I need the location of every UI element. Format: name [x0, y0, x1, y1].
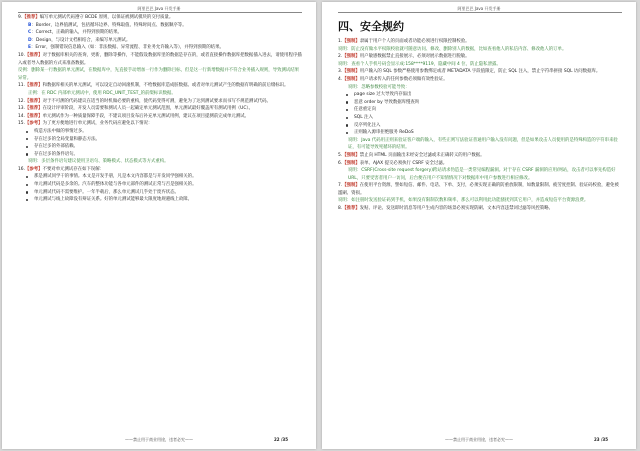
bullet-item: SQL 注入 [338, 114, 622, 122]
rule-item [338, 160, 622, 168]
rule-item [338, 68, 622, 76]
rule-note [18, 67, 302, 82]
note-text: 防止没有做水平权限校验就可随意访问、修改、删除别人的数据，比如查看他人的私信内容、修改他人的订单。 [351, 46, 567, 52]
rule-item [18, 14, 302, 22]
sub-item-text: ：Error，强制错误信息输入（如：非法数据、异常流程、非业务允许输入等），并得到预期的结果。 [31, 45, 224, 51]
rule-text: 对于不可测的代码建议在适当的时机做必要的重构，使代码变得可测，避免为了达到测试要求而书写不规范测试代码。 [42, 98, 271, 104]
note-text: Java 代码用正则来验证客户端的输入，有些正则写法验证普通用户输入没有问题，但是如果攻击人员使用的是特殊构造的字符串来验证，有可能导致死循环的结果。 [348, 137, 618, 151]
bullet-item: 构造方法中做的事情过多。 [18, 128, 302, 136]
rule-level-tag: 【推荐】 [24, 83, 43, 89]
bullet-item: 存在过多的外部依赖。 [18, 143, 302, 151]
right-page [322, 2, 636, 449]
note-label: 说明： [348, 168, 362, 174]
footer-text: ——禁止用于商业用途，违者必究—— [125, 437, 193, 442]
rule-level-tag: 【强制】 [342, 152, 360, 158]
rule-item [338, 53, 622, 61]
rule-item [18, 120, 302, 128]
note-text: 查看个人手机号码会显示成:158****9119，隐藏中间 4 位，防止隐私泄露。 [351, 61, 501, 67]
header-divider [18, 12, 302, 13]
note-text: 多层条件语句建议使用卫语句、策略模式、状态模式等方式重构。 [41, 159, 169, 165]
sub-item-text: ：Border，边界值测试，包括循环边界、特殊取值、特殊时间点、数据顺序等。 [31, 22, 187, 28]
rule-level-tag: 【推荐】 [342, 206, 360, 212]
rule-text: 发贴、评论、发送即时消息等用户生成内容的场景必须实现防刷、文本内容违禁词过滤等风控策略。 [359, 206, 553, 212]
rule-text: 不要对单元测试存在如下误解： [42, 166, 105, 172]
rule-note [338, 167, 622, 182]
bullet-item: 正则输入源串拒绝服务 ReDoS [338, 129, 622, 137]
rule-note [338, 61, 622, 69]
rule-item [338, 182, 622, 197]
left-page-content [18, 14, 302, 204]
rule-number: 6. [338, 160, 343, 166]
rule-text: 用户敏感数据禁止直接展示，必须对展示数据进行脱敏。 [359, 54, 470, 60]
rule-item [18, 82, 302, 90]
rule-text: 用户输入的 SQL 参数严格使用参数绑定或者 METADATA 字段值限定，防止 SQL 注入，禁止字符串拼接 SQL 访问数据库。 [359, 69, 601, 75]
rule-sub-item [18, 44, 302, 52]
rule-number: 7. [338, 183, 343, 189]
note-label: 说明： [348, 84, 362, 90]
rule-level-tag: 【强制】 [342, 183, 360, 189]
rule-text: 为了更方便地进行单元测试，业务代码应避免以下情况： [42, 121, 153, 127]
note-label: 正例： [28, 90, 42, 96]
rule-level-tag: 【推荐】 [24, 106, 43, 112]
rule-note [18, 90, 302, 98]
bullet-item: 单元测试代码是多余的。汽车的整体功能与各单元部件的测试正常与否是强相关的。 [18, 181, 302, 189]
section-title: 四、安全规约 [338, 20, 404, 33]
footer-text: ——禁止用于商业用途，违者必究—— [445, 437, 513, 442]
note-text: CSRF(Cross-site request forgery)跨站请求伪造是一类常见编程漏洞。对于存在 CSRF 漏洞的应用/网站，攻击者可以事先构造好 URL，只要受害者用户一访问，后台便在用户不知情情况下对数据库中用户参数进行相应修改。 [348, 168, 616, 181]
rule-item [18, 98, 302, 106]
bullet-item: 存在过多的条件语句。 [18, 151, 302, 159]
header-divider [338, 12, 622, 13]
rule-item [18, 52, 302, 67]
note-label: 说明： [338, 198, 352, 204]
sub-item-marker: E [28, 45, 31, 51]
note-label: 说明： [348, 137, 362, 143]
bullet-item: 反序列化注入 [338, 122, 622, 130]
rule-note [338, 197, 622, 205]
rule-level-tag: 【强制】 [342, 69, 360, 75]
bullet-item: page size 过大导致内存溢出 [338, 91, 622, 99]
rule-note [338, 46, 622, 54]
rule-item [338, 38, 622, 46]
rule-level-tag: 【强制】 [342, 39, 360, 44]
note-label: 说明： [338, 61, 352, 67]
page-header: 阿里巴巴 Java 开发手册 [137, 6, 181, 11]
note-label: 反例： [18, 68, 32, 74]
rule-item [18, 105, 302, 113]
bullet-item: 那是测试同学干的事情。本文是开发手册，凡是本文内容都是与开发同学强相关的。 [18, 173, 302, 181]
rule-number: 10. [18, 52, 25, 58]
rule-text: 禁止向 HTML 页面输出未经安全过滤或未正确转义的用户数据。 [359, 152, 485, 158]
rule-item [338, 76, 622, 84]
rule-number: 8. [338, 206, 343, 212]
rule-number: 13. [18, 106, 25, 112]
sub-item-marker: B [28, 22, 32, 28]
sub-item-marker: C [28, 30, 32, 36]
rule-text: 隶属于用户个人的页面或者功能必须进行权限控制校验。 [359, 39, 470, 44]
rule-number: 11. [18, 83, 25, 89]
page-number: 22 /35 [274, 437, 288, 442]
note-text: 如注册时发送验证码到手机，如果没有限制次数和频率，那么可以利用此功能骚扰到其它用户，并造成短信平台资源浪费。 [351, 198, 589, 204]
rule-number: 15. [18, 121, 25, 127]
rule-text: 用户请求传入的任何参数必须做有效性验证。 [359, 76, 448, 82]
page-header: 阿里巴巴 Java 开发手册 [457, 6, 501, 11]
rule-number: 12. [18, 98, 25, 104]
rule-level-tag: 【强制】 [342, 160, 360, 166]
note-text: 忽略参数校验可能导致： [361, 84, 410, 90]
sub-item-marker: D [28, 37, 32, 43]
rule-item [338, 152, 622, 160]
left-page [2, 2, 316, 449]
rule-number: 9. [18, 15, 23, 20]
rule-text: 在使用平台资源，譬如短信、邮件、电话、下单、支付，必须实现正确的防重放限制，如数量限制、疲劳度控制、验证码校验，避免被滥刷、资损。 [338, 183, 619, 196]
rule-text: 编写单元测试代码遵守 BCDE 原则，以保证被测试模块的交付质量。 [39, 15, 174, 20]
rule-number: 3. [338, 69, 343, 75]
sub-item-text: ：Correct，正确的输入，并得到预期的结果。 [31, 30, 122, 36]
page-footer [2, 437, 316, 443]
rule-number: 5. [338, 152, 343, 158]
bullet-item: 单元测试与线上故障没有辩证关系。好的单元测试能够最大限度地规避线上故障。 [18, 196, 302, 204]
rule-sub-item [18, 29, 302, 37]
bullet-item: 单元测试代码不需要维护。一年半载后，那么单元测试几乎处于废弃状态。 [18, 189, 302, 197]
rule-level-tag: 【推荐】 [24, 52, 43, 58]
note-text: 删除某一行数据的单元测试，在数据库中，先直接手动增加一行作为删除目标，但是这一行新增数据并不符合业务插入规则，导致测试结果异常。 [18, 68, 300, 81]
bullet-item: 存在过多的全局变量和静态方法。 [18, 136, 302, 144]
bullet-item: 任意重定向 [338, 106, 622, 114]
rule-level-tag: 【参考】 [24, 166, 43, 172]
page-footer [322, 437, 636, 443]
rule-number: 4. [338, 76, 343, 82]
rule-text: 对于数据库相关的查询，更新，删除等操作，不能假设数据库里的数据是存在的，或者直接操作数据库把数据插入进去，请使用程序插入或者导入数据的方式来准备数据。 [18, 52, 302, 66]
rule-note [338, 137, 622, 152]
rule-text: 和数据库相关的单元测试，可以设定自动回滚机制，不给数据库造成脏数据。或者对单元测试产生的数据有明确的前后缀标识。 [42, 83, 289, 89]
rule-item [18, 166, 302, 174]
rule-note [338, 84, 622, 92]
rule-level-tag: 【强制】 [342, 76, 360, 82]
rule-level-tag: 【强制】 [342, 54, 360, 60]
note-label: 说明： [338, 46, 352, 52]
rule-sub-item [18, 22, 302, 30]
rule-number: 14. [18, 113, 25, 119]
right-rules [338, 38, 622, 213]
rule-level-tag: 【参考】 [24, 121, 43, 127]
note-label: 说明： [28, 159, 42, 165]
rule-level-tag: 【推荐】 [24, 98, 43, 104]
rule-item [338, 205, 622, 213]
rule-level-tag: 【推荐】 [22, 15, 40, 20]
rule-number: 16. [18, 166, 25, 172]
sub-item-text: ：Design，与设计文档相结合，来编写单元测试。 [31, 37, 131, 43]
rule-item [18, 113, 302, 121]
rule-number: 1. [338, 39, 343, 44]
note-text: 在 RDC 内部单元测试中，使用 RDC_UNIT_TEST_的前缀标识数据。 [41, 90, 176, 96]
right-page-content [338, 20, 622, 213]
rule-text: 在设计评审阶段，开发人员需要和测试人员一起确定单元测试范围，单元测试最好覆盖所有测试用例（UC）。 [42, 106, 254, 112]
rule-text: 单元测试作为一种质量保障手段，不建议项目发布后补充单元测试用例，建议在项目提测前完成单元测试。 [42, 113, 249, 119]
rule-sub-item [18, 37, 302, 45]
bullet-item: 恶意 order by 导致数据库慢查询 [338, 99, 622, 107]
rule-note [18, 158, 302, 166]
rule-number: 2. [338, 54, 343, 60]
page-number: 23 /35 [594, 437, 608, 442]
rule-text: 表单、AJAX 提交必须执行 CSRF 安全过滤。 [359, 160, 448, 166]
rule-level-tag: 【推荐】 [24, 113, 43, 119]
